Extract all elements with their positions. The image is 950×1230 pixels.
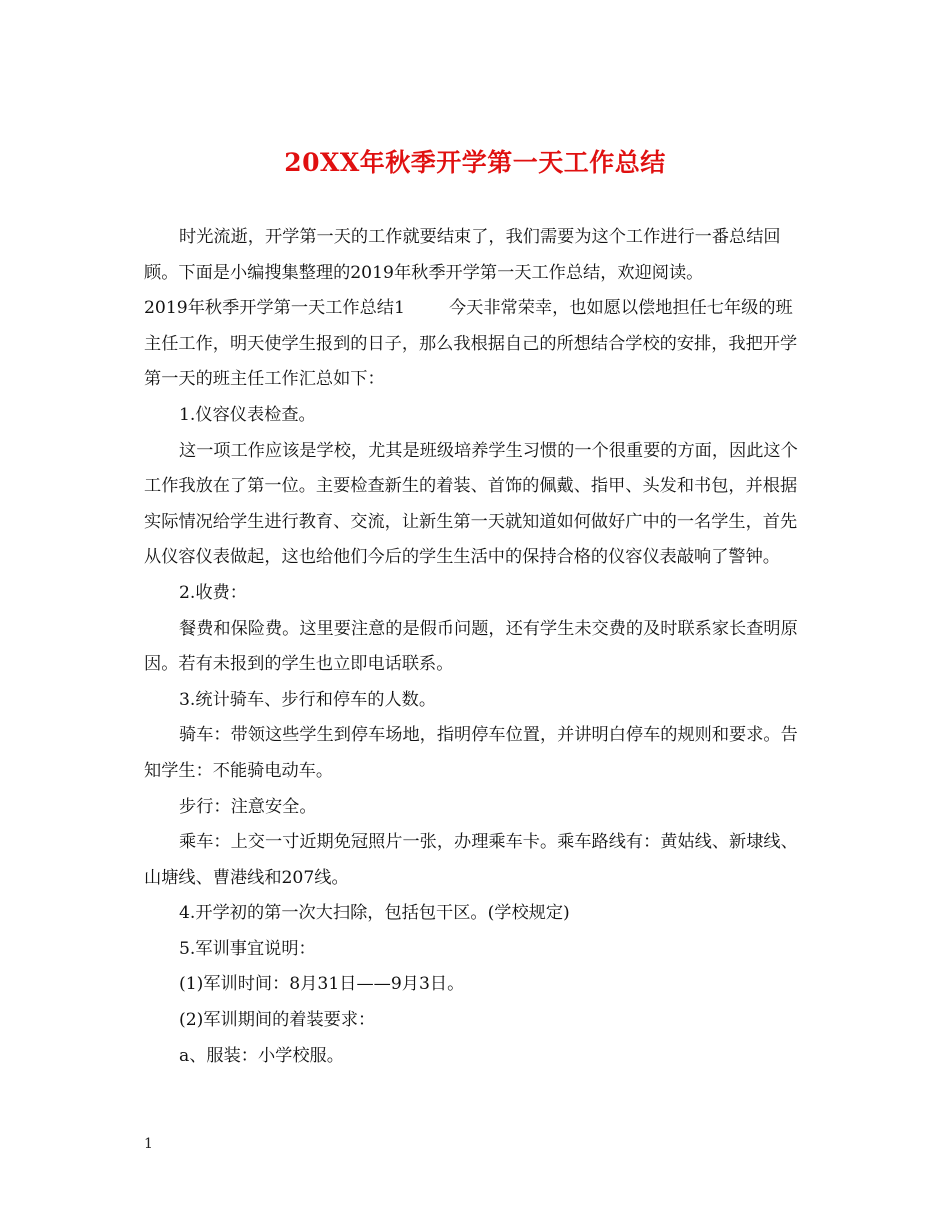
item-heading: 2.收费： [179, 582, 247, 603]
body-paragraph: 骑车：带领这些学生到停车场地，指明停车位置，并讲明白停车的规则和要求。告知学生：不能骑电动车。 [144, 725, 798, 781]
item-heading: 3.统计骑车、步行和停车的人数。 [179, 689, 437, 710]
document-body [144, 220, 806, 1074]
body-paragraph: 乘车：上交一寸近期免冠照片一张，办理乘车卡。乘车路线有：黄姑线、新埭线、山塘线、曹港线和207线。 [144, 832, 798, 888]
document-title: 20XX年秋季开学第一天工作总结 [284, 148, 666, 177]
body-paragraph: 这一项工作应该是学校，尤其是班级培养学生习惯的一个很重要的方面，因此这个工作我放在了第一位。主要检查新生的着装、首饰的佩戴、指甲、头发和书包，并根据实际情况给学生进行教育、交流，让新生第一天就知道如何做好广中的一名学生，首先从仪容仪表做起，这也给他们今后的学生生活中的保持合格的仪容仪表敲响了警钟。 [144, 440, 798, 568]
item-heading: 1.仪容仪表检查。 [179, 404, 316, 425]
sub-item: (2)军训期间的着装要求： [179, 1010, 376, 1031]
section-heading: 2019年秋季开学第一天工作总结1 [144, 298, 405, 319]
item-heading: 4.开学初的第一次大扫除，包括包干区。(学校规定) [179, 903, 570, 924]
page-number: 1 [144, 1136, 153, 1152]
sub-item: a、服装：小学校服。 [179, 1045, 344, 1066]
body-paragraph: 餐费和保险费。这里要注意的是假币问题，还有学生未交费的及时联系家长查明原因。若有未报到的学生也立即电话联系。 [144, 618, 798, 675]
intro-paragraph: 时光流逝，开学第一天的工作就要结束了，我们需要为这个工作进行一番总结回顾。下面是小编搜集整理的2019年秋季开学第一天工作总结，欢迎阅读。 [144, 227, 781, 283]
item-heading: 5.军训事宜说明： [179, 938, 316, 959]
body-paragraph: 步行：注意安全。 [179, 796, 317, 817]
sub-item: (1)军训时间：8月31日——9月3日。 [179, 974, 465, 995]
section-paragraph [144, 291, 806, 398]
section-intro: 今天非常荣幸，也如愿以偿地担任七年级的班主任工作，明天使学生报到的日子，那么我根据自己的所想结合学校的安排，我把开学第一天的班主任工作汇总如下： [144, 298, 798, 390]
